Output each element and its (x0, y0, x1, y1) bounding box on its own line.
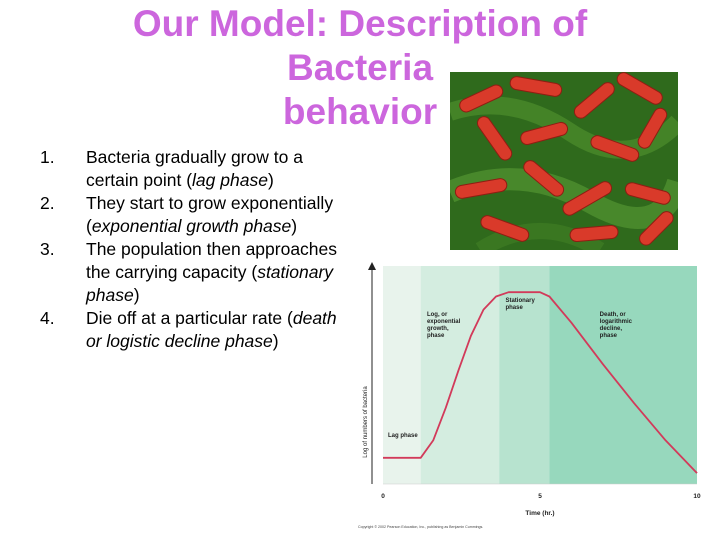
y-axis-arrow-icon (368, 262, 376, 270)
step-text-end: ) (133, 285, 140, 305)
phase-label: Lag phase (388, 433, 418, 439)
x-tick-label: 0 (381, 493, 385, 500)
phase-band (383, 266, 421, 484)
step-text-end: ) (272, 331, 279, 351)
phase-label: Death, or logarithmic decline, phase (599, 312, 633, 339)
x-tick-label: 5 (538, 493, 542, 500)
step-phase-name: exponential growth phase (91, 216, 292, 236)
step-item (40, 238, 350, 307)
step-text: Die off at a particular rate ( (86, 308, 293, 328)
step-phase-name: lag phase (192, 170, 268, 190)
step-phase-name: death or logistic decline phase (86, 308, 337, 351)
growth-curve-chart (358, 262, 720, 532)
step-text: They start to grow exponentially ( (86, 193, 334, 236)
y-axis-label: Log of numbers of bacteria (363, 386, 369, 458)
step-item (40, 192, 350, 238)
step-text: Bacteria gradually grow to a certain point ( (86, 147, 303, 190)
x-axis-label: Time (hr.) (525, 510, 555, 517)
rod-bacteria-photo-icon (450, 72, 678, 250)
growth-curve-svg (358, 262, 720, 532)
x-tick-label: 10 (693, 493, 701, 500)
step-text: The population then approaches the carrying capacity ( (86, 239, 338, 282)
phase-band (421, 266, 500, 484)
step-number: 2. (40, 193, 55, 213)
step-phase-name: stationary phase (86, 262, 334, 305)
title-line-2: Bacteria (286, 47, 434, 88)
title-line-1: Our Model: Description of (132, 3, 588, 44)
step-text-end: ) (291, 216, 298, 236)
step-number: 3. (40, 239, 55, 259)
step-number: 1. (40, 147, 55, 167)
copyright-note: Copyright © 2002 Pearson Education, Inc., publishing as Benjamin Cummings. (358, 525, 484, 529)
bacteria-photo (450, 72, 678, 250)
step-item (40, 146, 350, 192)
step-number: 4. (40, 308, 55, 328)
phase-steps-list (40, 146, 350, 353)
phase-label: Stationary phase (505, 298, 535, 311)
step-text-end: ) (267, 170, 274, 190)
step-item (40, 307, 350, 353)
phase-label: Log, or exponential growth, phase (426, 312, 461, 339)
title-line-3: behavior (282, 91, 438, 132)
